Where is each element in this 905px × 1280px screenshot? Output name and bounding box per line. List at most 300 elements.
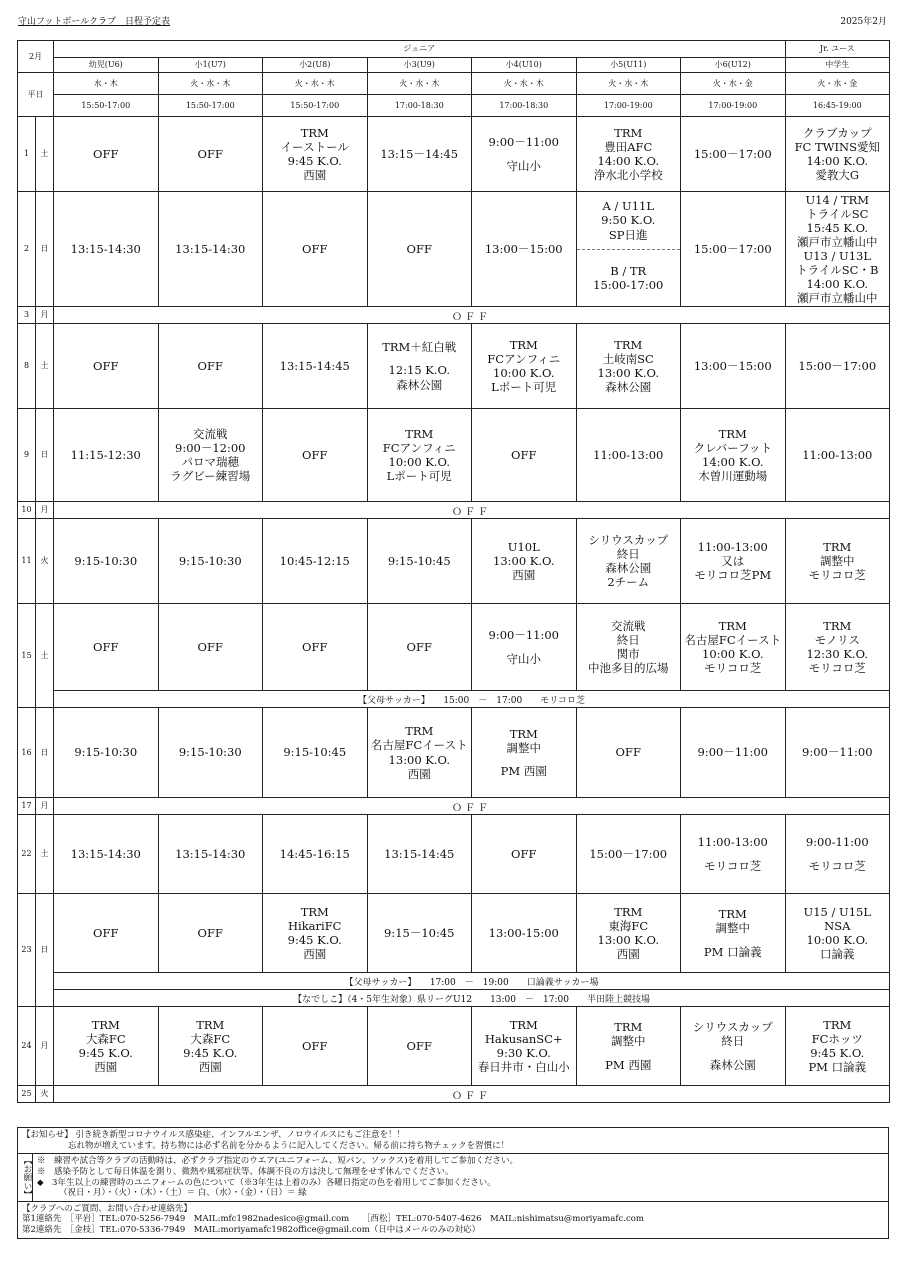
cell-line: OFF xyxy=(302,639,328,654)
weekday-time: 17:00-19:00 xyxy=(681,95,786,117)
schedule-row xyxy=(18,894,890,973)
schedule-cell xyxy=(785,894,890,973)
weekday-days: 火・水・木 xyxy=(472,73,577,95)
cell-line: 東海FC xyxy=(608,918,649,933)
column-header: 小5(U11) xyxy=(576,58,681,73)
schedule-cell xyxy=(681,192,786,307)
weekday-days: 火・水・木 xyxy=(158,73,263,95)
cell-line: 11:00-13:00 xyxy=(697,835,768,850)
schedule-cell xyxy=(681,815,786,894)
cell-line: 13:00 K.O. xyxy=(493,553,555,568)
cell-line: 14:00 K.O. xyxy=(806,154,868,168)
column-header: 幼児(U6) xyxy=(54,58,159,73)
schedule-cell xyxy=(54,409,159,502)
cell-line: OFF xyxy=(302,447,328,462)
cell-line: 浄水北小学校 xyxy=(593,168,663,183)
cell-line: OFF xyxy=(197,925,223,940)
cell-line xyxy=(472,150,576,159)
schedule-cell xyxy=(681,1007,786,1086)
cell-line: 10:00 K.O. xyxy=(493,366,555,380)
weekday-cell: 月 xyxy=(36,502,54,519)
cell-line: ラグビー練習場 xyxy=(170,469,251,484)
cell-line: 森林公園 xyxy=(605,561,652,575)
cell-line: 13:00－15:00 xyxy=(484,241,563,256)
cell-line: NSA xyxy=(824,918,851,933)
notice-text: 忘れ物が増えています。持ち物には必ず名前を分かるように記入してください。帰る前に持ち物チェックを習慣に！ xyxy=(68,1140,510,1151)
cell-line: TRM xyxy=(823,539,852,554)
schedule-cell xyxy=(367,117,472,192)
cell-line: 13:15-14:45 xyxy=(384,846,455,861)
weekday-days: 火・水・金 xyxy=(785,73,890,95)
cell-line: 9:15-10:45 xyxy=(387,553,451,568)
cell-line: TRM xyxy=(300,904,329,919)
cell-line: 中池多目的広場 xyxy=(588,661,669,676)
cell-line: OFF xyxy=(197,146,223,161)
cell-line: 12:15 K.O. xyxy=(388,363,450,378)
cell-line: 11:00-13:00 xyxy=(802,447,873,462)
weekday-cell: 月 xyxy=(36,307,54,324)
cell-line: TRM xyxy=(405,724,434,739)
column-header: 小1(U7) xyxy=(158,58,263,73)
cell-line: 13:00－15:00 xyxy=(693,358,772,373)
cell-line: 9:00－11:00 xyxy=(802,745,873,760)
schedule-cell xyxy=(472,192,577,307)
request-text: （祝日・月）・（火）・（木）・（土）＝ 白、（水）・（金）・（日）＝ 緑 xyxy=(59,1188,307,1199)
cell-line: モリコロ芝PM xyxy=(694,568,772,582)
cell-line: 9:45 K.O. xyxy=(78,1046,133,1060)
schedule-cell xyxy=(367,604,472,691)
cell-line: 瀬戸市立幡山中 xyxy=(797,291,878,306)
weekday-time: 16:45-19:00 xyxy=(785,95,890,117)
schedule-cell xyxy=(785,409,890,502)
cell-line: PM 口論義 xyxy=(703,944,762,959)
cell-line: パロマ瑞穂 xyxy=(181,455,239,469)
cell-line: TRM xyxy=(509,726,538,741)
schedule-cell xyxy=(263,192,368,307)
event-note: 【父母サッカー】 15:00 － 17:00 モリコロ芝 xyxy=(54,691,890,708)
schedule-cell xyxy=(472,324,577,409)
cell-line: トライルSC・B xyxy=(796,263,879,278)
cell-line: FCホッツ xyxy=(811,1031,863,1046)
cell-line: 9:15-10:30 xyxy=(178,745,242,760)
column-header: 小3(U9) xyxy=(367,58,472,73)
schedule-cell xyxy=(263,519,368,604)
schedule-cell xyxy=(785,519,890,604)
schedule-cell xyxy=(681,324,786,409)
cell-line: TRM＋紅白戦 xyxy=(382,340,457,355)
cell-line: 13:15-14:30 xyxy=(175,846,246,861)
weekday-time: 15:50-17:00 xyxy=(54,95,159,117)
schedule-cell xyxy=(54,1007,159,1086)
cell-line: 又は xyxy=(721,553,745,568)
off-all-cell: ＯＦＦ xyxy=(54,1086,890,1103)
schedule-cell xyxy=(681,604,786,691)
cell-line: モノリス xyxy=(814,632,860,647)
cell-line: OFF xyxy=(93,639,119,654)
schedule-cell xyxy=(472,1007,577,1086)
cell-line: モリコロ芝 xyxy=(704,661,762,676)
schedule-cell xyxy=(263,324,368,409)
cell-line: 調整中 xyxy=(820,553,855,568)
cell-line: 13:15-14:30 xyxy=(70,241,141,256)
schedule-row xyxy=(18,307,890,324)
cell-line: 14:45-16:15 xyxy=(279,846,350,861)
cell-line: B / TR xyxy=(610,263,647,278)
cell-line: 15:00－17:00 xyxy=(589,846,668,861)
cell-line: A / U11L xyxy=(602,199,654,214)
weekday-days: 水・木 xyxy=(54,73,159,95)
schedule-cell xyxy=(576,519,681,604)
cell-line: モリコロ芝 xyxy=(808,858,866,873)
schedule-row xyxy=(18,798,890,815)
cell-line: 13:15-14:30 xyxy=(175,241,246,256)
weekday-cell: 火 xyxy=(36,1086,54,1103)
page-title: 守山フットボールクラブ 日程予定表 xyxy=(18,17,171,27)
date-cell: 3 xyxy=(18,307,36,324)
cell-line: FCアンフィニ xyxy=(487,351,561,366)
weekday-cell: 日 xyxy=(36,894,54,1007)
weekday-cell: 土 xyxy=(36,324,54,409)
cell-line: 終日 xyxy=(721,1034,745,1049)
cell-line: 9:50 K.O. xyxy=(601,213,656,228)
schedule-row xyxy=(18,708,890,798)
contact-line: 第1連絡先 ［平岩］TEL:070-5256-7949 MAIL:mfc1982nadesico@gmail.com ［西松］TEL:070-5407-4626 MAIL:nishimatsu@moriyamafc.com xyxy=(22,1214,644,1225)
cell-line: TRM xyxy=(718,426,747,441)
request-label: 【お願い】 xyxy=(18,1154,33,1201)
schedule-cell xyxy=(158,815,263,894)
schedule-cell xyxy=(367,1007,472,1086)
cell-line: 10:00 K.O. xyxy=(388,455,450,469)
schedule-cell xyxy=(681,708,786,798)
schedule-cell xyxy=(785,117,890,192)
cell-line: 交流戦 xyxy=(611,618,646,633)
cell-line: 9:45 K.O. xyxy=(287,154,342,168)
cell-line: 西園 xyxy=(198,1060,222,1075)
cell-line xyxy=(786,850,890,859)
cell-line: 森林公園 xyxy=(396,377,443,392)
schedule-cell xyxy=(54,604,159,691)
cell-line: 西園 xyxy=(512,568,536,582)
cell-line: TRM xyxy=(823,1017,852,1032)
schedule-cell xyxy=(367,815,472,894)
schedule-cell xyxy=(263,708,368,798)
cell-line: シリウスカップ xyxy=(692,1020,773,1035)
cell-line: 9:00-11:00 xyxy=(805,835,869,850)
schedule-cell xyxy=(472,708,577,798)
cell-line: モリコロ芝 xyxy=(808,568,866,582)
cell-line xyxy=(577,1049,681,1058)
schedule-cell xyxy=(367,708,472,798)
contact-section xyxy=(18,1202,888,1238)
cell-line: TRM xyxy=(509,1017,538,1032)
weekday-time: 17:00-19:00 xyxy=(576,95,681,117)
cell-line: OFF xyxy=(197,639,223,654)
cell-line: HikariFC xyxy=(288,918,342,933)
schedule-cell xyxy=(263,409,368,502)
cell-line: 11:00-13:00 xyxy=(697,539,768,554)
weekday-time: 15:50-17:00 xyxy=(158,95,263,117)
cell-line: TRM xyxy=(614,1020,643,1035)
notice-section xyxy=(18,1128,888,1154)
schedule-cell xyxy=(785,708,890,798)
cell-line: 愛教大G xyxy=(815,168,860,183)
notice-label: 【お知らせ】 xyxy=(22,1130,73,1140)
cell-line: 13:15-14:30 xyxy=(70,846,141,861)
schedule-cell xyxy=(576,1007,681,1086)
schedule-cell xyxy=(472,894,577,973)
cell-line: 森林公園 xyxy=(709,1057,756,1072)
cell-line: OFF xyxy=(406,1038,432,1053)
schedule-cell xyxy=(54,324,159,409)
group-junior: ジュニア xyxy=(54,41,786,58)
contact-line: 第2連絡先 ［金枝］TEL:070-5336-7949 MAIL:moriyamafc1982office@gmail.com（日中はメールのみの対応） xyxy=(22,1225,481,1235)
cell-line: 西園 xyxy=(94,1060,118,1075)
schedule-cell xyxy=(263,815,368,894)
weekday-cell: 月 xyxy=(36,798,54,815)
cell-line: 終日 xyxy=(616,632,640,647)
cell-line: 守山小 xyxy=(506,651,541,666)
cell-line: 9:45 K.O. xyxy=(183,1046,238,1060)
cell-line: U13 / U13L xyxy=(803,249,872,263)
schedule-cell xyxy=(158,708,263,798)
schedule-cell xyxy=(576,409,681,502)
cell-line: クラブカップ xyxy=(802,125,872,140)
cell-line: TRM xyxy=(718,907,747,922)
schedule-cell xyxy=(263,604,368,691)
schedule-cell xyxy=(472,519,577,604)
cell-line: 大森FC xyxy=(190,1031,231,1046)
schedule-cell xyxy=(54,894,159,973)
cell-line: シリウスカップ xyxy=(588,532,669,547)
cell-line: U14 / TRM xyxy=(805,192,870,207)
cell-line: モリコロ芝 xyxy=(808,661,866,676)
schedule-row xyxy=(18,117,890,192)
cell-line: OFF xyxy=(406,241,432,256)
request-text: ※ 感染予防として毎日体温を測り、微熱や風邪症状等、体調不良の方は決して無理をせず休んでください。 xyxy=(37,1166,454,1177)
schedule-cell xyxy=(367,519,472,604)
cell-line: PM 西園 xyxy=(605,1057,652,1072)
cell-line: 9:00－11:00 xyxy=(488,628,559,643)
schedule-cell xyxy=(367,894,472,973)
cell-line: OFF xyxy=(406,639,432,654)
schedule-cell xyxy=(54,117,159,192)
date-cell: 17 xyxy=(18,798,36,815)
weekday-days: 火・水・木 xyxy=(367,73,472,95)
schedule-cell xyxy=(472,409,577,502)
cell-line: OFF xyxy=(93,146,119,161)
cell-line: TRM xyxy=(614,125,643,140)
weekday-cell: 日 xyxy=(36,708,54,798)
date-cell: 16 xyxy=(18,708,36,798)
cell-line: モリコロ芝 xyxy=(704,858,762,873)
schedule-cell xyxy=(576,894,681,973)
cell-line: 大森FC xyxy=(85,1031,126,1046)
cell-line xyxy=(681,1049,785,1058)
schedule-row xyxy=(18,519,890,604)
date-cell: 11 xyxy=(18,519,36,604)
schedule-cell xyxy=(263,1007,368,1086)
cell-line: 9:15-10:30 xyxy=(178,553,242,568)
date-cell: 22 xyxy=(18,815,36,894)
cell-line: 調整中 xyxy=(506,740,541,755)
schedule-row xyxy=(18,604,890,691)
weekday-days: 火・水・金 xyxy=(681,73,786,95)
cell-line: 9:00－12:00 xyxy=(175,440,246,455)
schedule-cell xyxy=(681,519,786,604)
schedule-cell xyxy=(785,604,890,691)
cell-line: 西園 xyxy=(303,168,327,183)
schedule-cell xyxy=(263,894,368,973)
schedule-cell xyxy=(367,409,472,502)
cell-line: 土岐南SC xyxy=(602,351,654,366)
cell-line: OFF xyxy=(93,358,119,373)
cell-line xyxy=(368,354,472,363)
cell-line: 11:15-12:30 xyxy=(70,447,141,462)
off-all-cell: ＯＦＦ xyxy=(54,502,890,519)
off-all-cell: ＯＦＦ xyxy=(54,798,890,815)
cell-line: 9:15-10:30 xyxy=(74,553,138,568)
schedule-row xyxy=(18,815,890,894)
cell-line: HakusanSC+ xyxy=(484,1031,563,1046)
weekday-label: 平日 xyxy=(18,73,54,117)
cell-line: 13:00 K.O. xyxy=(597,366,659,380)
cell-line: 15:00－17:00 xyxy=(798,358,877,373)
cell-line: トライルSC xyxy=(806,206,869,221)
cell-line: 9:45 K.O. xyxy=(810,1046,865,1060)
column-header: 小2(U8) xyxy=(263,58,368,73)
cell-line xyxy=(472,755,576,764)
schedule-cell xyxy=(158,192,263,307)
weekday-time: 17:00-18:30 xyxy=(472,95,577,117)
cell-line: OFF xyxy=(511,846,537,861)
cell-line: 10:00 K.O. xyxy=(702,647,764,661)
schedule-row xyxy=(18,502,890,519)
group-youth: Jr. ユース xyxy=(785,41,890,58)
cell-line: 森林公園 xyxy=(605,380,652,395)
schedule-row xyxy=(18,324,890,409)
column-header: 小6(U12) xyxy=(681,58,786,73)
cell-line: 15:00－17:00 xyxy=(693,241,772,256)
schedule-cell xyxy=(158,894,263,973)
cell-line xyxy=(681,850,785,859)
cell-line: 14:00 K.O. xyxy=(597,154,659,168)
schedule-cell xyxy=(785,324,890,409)
cell-line: 西園 xyxy=(407,766,431,781)
column-header: 中学生 xyxy=(785,58,890,73)
cell-line: 9:30 K.O. xyxy=(496,1046,551,1060)
cell-line: 9:15-10:45 xyxy=(283,745,347,760)
request-text: ◆ 3年生以上の練習時のユニフォームの色について（※3年生は上着のみ）各曜日指定の色を着用してご参加ください。 xyxy=(37,1177,496,1188)
cell-line: 12:30 K.O. xyxy=(806,647,868,661)
cell-line: 調整中 xyxy=(715,921,751,936)
cell-line: 14:00 K.O. xyxy=(806,277,868,292)
schedule-cell xyxy=(158,409,263,502)
schedule-table xyxy=(17,40,890,1103)
cell-line: 調整中 xyxy=(611,1034,646,1049)
cell-line: 名古屋FCイースト xyxy=(684,632,782,647)
date-cell: 25 xyxy=(18,1086,36,1103)
schedule-cell xyxy=(158,604,263,691)
cell-line: OFF xyxy=(615,745,641,760)
cell-line: 守山小 xyxy=(506,158,541,173)
schedule-cell xyxy=(472,604,577,691)
schedule-row xyxy=(18,409,890,502)
weekday-cell: 月 xyxy=(36,1007,54,1086)
schedule-row xyxy=(18,1007,890,1086)
cell-line: 9:00－11:00 xyxy=(697,745,768,760)
cell-line: 9:15-10:30 xyxy=(74,745,138,760)
date-cell: 15 xyxy=(18,604,36,708)
cell-line: TRM xyxy=(614,337,643,352)
cell-line: 15:00-17:00 xyxy=(593,278,664,292)
contact-label: 【クラブへのご質問、お問い合わせ連絡先】 xyxy=(22,1203,192,1214)
weekday-time: 15:50-17:00 xyxy=(263,95,368,117)
cell-line: 2チーム xyxy=(607,575,650,590)
cell-line: FCアンフィニ xyxy=(382,440,456,455)
cell-line: 11:00-13:00 xyxy=(593,447,664,462)
schedule-cell xyxy=(54,192,159,307)
schedule-cell xyxy=(576,117,681,192)
cell-line: 瀬戸市立幡山中 xyxy=(797,234,878,249)
cell-line: 14:00 K.O. xyxy=(702,455,764,469)
cell-line: SP日進 xyxy=(608,227,648,242)
cell-line: 13:00 K.O. xyxy=(597,933,659,947)
cell-line: 13:00-15:00 xyxy=(488,925,559,940)
cell-line: OFF xyxy=(93,925,119,940)
date-cell: 8 xyxy=(18,324,36,409)
cell-line: 13:00 K.O. xyxy=(388,752,450,767)
info-box xyxy=(17,1127,889,1239)
cell-line: TRM xyxy=(718,618,747,633)
cell-line: PM 西園 xyxy=(500,764,547,778)
weekday-days: 火・水・木 xyxy=(576,73,681,95)
schedule-cell xyxy=(576,815,681,894)
month-cell: 2月 xyxy=(18,41,54,73)
cell-line: 交流戦 xyxy=(193,426,228,441)
cell-line: 9:45 K.O. xyxy=(287,933,342,947)
cell-line: 9:15－10:45 xyxy=(384,925,455,940)
cell-line: TRM xyxy=(509,337,538,352)
cell-line: イーストール xyxy=(280,139,349,154)
schedule-cell xyxy=(158,1007,263,1086)
cell-line: TRM xyxy=(196,1017,225,1032)
cell-line: 10:45-12:15 xyxy=(279,553,350,568)
column-header: 小4(U10) xyxy=(472,58,577,73)
request-section xyxy=(18,1154,888,1202)
schedule-cell xyxy=(54,815,159,894)
cell-line: 豊田AFC xyxy=(604,139,653,154)
schedule-row xyxy=(18,192,890,307)
cell-line: 13:15－14:45 xyxy=(380,146,459,161)
cell-line: 春日井市・白山小 xyxy=(477,1060,570,1075)
cell-line: クレバーフット xyxy=(693,440,772,455)
cell-line: OFF xyxy=(302,241,328,256)
cell-line: 終日 xyxy=(616,546,640,561)
weekday-time: 17:00-18:30 xyxy=(367,95,472,117)
cell-line xyxy=(681,936,785,945)
cell-line: 名古屋FCイースト xyxy=(370,738,468,753)
schedule-cell xyxy=(576,192,681,307)
cell-line: TRM xyxy=(300,125,329,140)
cell-line: U15 / U15L xyxy=(803,904,872,919)
cell-line: 西園 xyxy=(303,947,327,962)
cell-line: TRM xyxy=(91,1017,120,1032)
schedule-cell xyxy=(54,708,159,798)
cell-line: OFF xyxy=(197,358,223,373)
request-text: ※ 練習や試合等クラブの活動時は、必ずクラブ指定のウエア(ユニフォーム、短パン、ソックス)を着用してご参加ください。 xyxy=(37,1156,519,1167)
date-cell: 1 xyxy=(18,117,36,192)
schedule-cell xyxy=(576,604,681,691)
